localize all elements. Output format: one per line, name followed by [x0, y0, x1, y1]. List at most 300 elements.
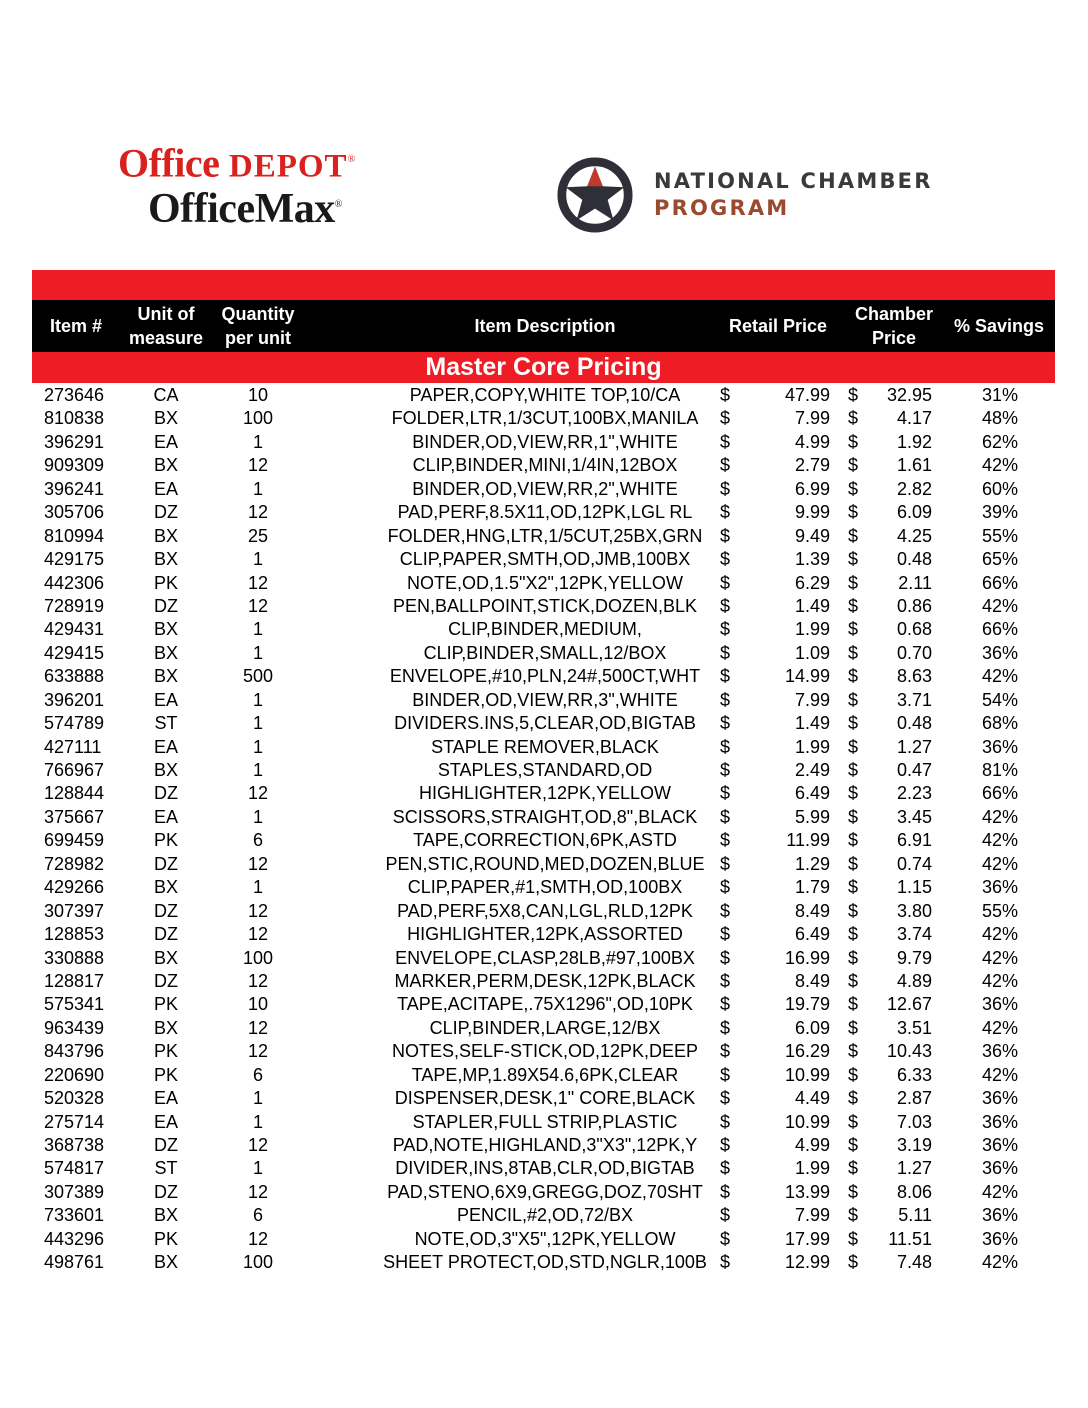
item-description: PAD,PERF,8.5X11,OD,12PK,LGL RL — [397, 502, 693, 523]
chamber-price: 6.33 — [896, 1064, 932, 1085]
item-number: 909309 — [44, 455, 105, 476]
unit-of-measure: BX — [153, 666, 178, 687]
percent-savings: 42% — [981, 1017, 1018, 1038]
retail-currency: $ — [720, 619, 731, 640]
chamber-currency: $ — [848, 924, 859, 945]
retail-currency: $ — [720, 1041, 731, 1062]
item-number: 128844 — [44, 783, 105, 804]
chamber-price: 32.95 — [886, 385, 932, 405]
quantity-per-unit: 12 — [247, 783, 269, 804]
percent-savings: 36% — [981, 1041, 1018, 1062]
retail-currency: $ — [720, 806, 731, 827]
chamber-price: 3.45 — [896, 806, 932, 827]
chamber-subtitle: PROGRAM — [654, 196, 790, 220]
retail-price: 6.99 — [794, 478, 830, 499]
quantity-per-unit: 25 — [247, 525, 269, 546]
chamber-currency: $ — [848, 502, 859, 523]
chamber-currency: $ — [848, 455, 859, 476]
item-description: SHEET PROTECT,OD,STD,NGLR,100B — [383, 1252, 707, 1273]
unit-of-measure: BX — [153, 408, 178, 429]
quantity-per-unit: 1 — [252, 806, 263, 827]
percent-savings: 36% — [981, 736, 1018, 757]
retail-price: 4.99 — [794, 1135, 830, 1155]
chamber-currency: $ — [848, 1017, 859, 1038]
retail-currency: $ — [720, 1228, 731, 1249]
item-description: HIGHLIGHTER,12PK,ASSORTED — [407, 924, 683, 945]
unit-of-measure: DZ — [154, 970, 178, 991]
item-description: STAPLER,FULL STRIP,PLASTIC — [412, 1111, 678, 1132]
retail-price: 4.99 — [794, 431, 830, 452]
item-description: NOTE,OD,1.5"X2",12PK,YELLOW — [407, 572, 683, 593]
table-row — [32, 478, 1055, 501]
table-row — [32, 970, 1055, 993]
chamber-currency: $ — [848, 713, 859, 734]
unit-of-measure: EA — [153, 478, 178, 499]
item-description: TAPE,MP,1.89X54.6,6PK,CLEAR — [411, 1064, 679, 1085]
unit-of-measure: PK — [153, 994, 178, 1015]
percent-savings: 36% — [981, 1228, 1018, 1249]
unit-of-measure: BX — [153, 1205, 178, 1226]
chamber-price: 3.71 — [896, 689, 932, 710]
chamber-currency: $ — [848, 478, 859, 499]
chamber-currency: $ — [848, 947, 859, 968]
item-number: 810838 — [44, 408, 105, 429]
percent-savings: 66% — [981, 572, 1018, 593]
item-description: PEN,BALLPOINT,STICK,DOZEN,BLK — [392, 595, 698, 616]
item-description: CLIP,BINDER,LARGE,12/BX — [429, 1017, 661, 1038]
chamber-price: 7.03 — [896, 1111, 932, 1132]
retail-price: 7.99 — [794, 408, 830, 429]
chamber-price: 11.51 — [888, 1228, 932, 1249]
retail-price: 6.49 — [794, 924, 830, 945]
item-description: NOTE,OD,3"X5",12PK,YELLOW — [414, 1228, 676, 1249]
quantity-per-unit: 12 — [247, 924, 269, 945]
chamber-currency: $ — [848, 595, 859, 616]
item-number: 443296 — [44, 1228, 105, 1249]
retail-price: 8.49 — [794, 970, 830, 991]
item-description: BINDER,OD,VIEW,RR,1",WHITE — [412, 431, 678, 452]
chamber-price: 6.09 — [896, 502, 932, 523]
percent-savings: 31% — [981, 385, 1018, 405]
chamber-price: 2.23 — [896, 783, 932, 804]
retail-currency: $ — [720, 408, 731, 429]
chamber-currency: $ — [848, 572, 859, 593]
chamber-price: 2.87 — [896, 1088, 932, 1109]
item-description: BINDER,OD,VIEW,RR,3",WHITE — [412, 689, 678, 710]
quantity-per-unit: 12 — [247, 1228, 269, 1249]
retail-price: 1.79 — [794, 877, 830, 898]
retail-price: 2.49 — [794, 760, 830, 780]
percent-savings: 42% — [981, 1181, 1018, 1202]
quantity-per-unit: 12 — [247, 1017, 269, 1038]
chamber-currency: $ — [848, 877, 859, 898]
retail-currency: $ — [720, 1088, 731, 1109]
table-row — [32, 1251, 1055, 1274]
retail-price: 16.29 — [784, 1041, 830, 1062]
retail-currency: $ — [720, 1135, 731, 1155]
unit-of-measure: PK — [153, 1064, 178, 1085]
unit-of-measure: DZ — [154, 900, 178, 921]
chamber-price: 3.19 — [896, 1135, 932, 1155]
table-row — [32, 407, 1055, 430]
table-row — [32, 1134, 1055, 1157]
unit-of-measure: DZ — [154, 595, 178, 616]
table-row — [32, 759, 1055, 782]
top-red-band — [32, 270, 1055, 300]
retail-price: 11.99 — [786, 830, 830, 851]
unit-of-measure: EA — [153, 1088, 178, 1109]
percent-savings: 42% — [981, 830, 1018, 851]
chamber-price: 8.63 — [896, 666, 932, 687]
retail-price: 14.99 — [784, 666, 830, 687]
item-number: 128853 — [44, 924, 105, 945]
item-description: MARKER,PERM,DESK,12PK,BLACK — [394, 970, 696, 991]
table-row — [32, 1204, 1055, 1227]
chamber-currency: $ — [848, 666, 859, 687]
percent-savings: 36% — [981, 1135, 1018, 1155]
table-row — [32, 572, 1055, 595]
item-description: CLIP,PAPER,SMTH,OD,JMB,100BX — [399, 549, 691, 570]
item-number: 375667 — [44, 806, 105, 827]
item-description: PAD,NOTE,HIGHLAND,3"X3",12PK,Y — [392, 1135, 698, 1155]
chamber-price: 9.79 — [896, 947, 932, 968]
retail-price: 9.49 — [794, 525, 830, 546]
table-row — [32, 947, 1055, 970]
retail-currency: $ — [720, 900, 731, 921]
chamber-price: 0.86 — [896, 595, 932, 616]
chamber-price: 0.74 — [896, 853, 932, 874]
table-row — [32, 595, 1055, 618]
retail-price: 1.99 — [794, 1158, 830, 1179]
item-description: CLIP,BINDER,MINI,1/4IN,12BOX — [412, 455, 678, 476]
chamber-price: 6.91 — [896, 830, 932, 851]
percent-savings: 36% — [981, 1111, 1018, 1132]
unit-of-measure: BX — [153, 525, 178, 546]
chamber-price: 0.47 — [896, 760, 932, 780]
quantity-per-unit: 1 — [252, 1088, 263, 1109]
chamber-currency: $ — [848, 1088, 859, 1109]
item-number: 429415 — [44, 642, 105, 663]
item-number: 396291 — [44, 431, 105, 452]
chamber-currency: $ — [848, 994, 859, 1015]
table-row — [32, 548, 1055, 571]
retail-currency: $ — [720, 783, 731, 804]
table-row — [32, 689, 1055, 712]
item-description: ENVELOPE,CLASP,28LB,#97,100BX — [395, 947, 695, 968]
table-row — [32, 642, 1055, 665]
quantity-per-unit: 12 — [247, 970, 269, 991]
item-description: BINDER,OD,VIEW,RR,2",WHITE — [412, 478, 678, 499]
table-row — [32, 1111, 1055, 1134]
quantity-per-unit: 1 — [252, 689, 263, 710]
retail-price: 7.99 — [794, 689, 830, 710]
chamber-price: 3.80 — [896, 900, 932, 921]
chamber-price: 1.61 — [896, 455, 932, 476]
retail-currency: $ — [720, 1205, 731, 1226]
chamber-price: 3.74 — [896, 924, 932, 945]
item-number: 429266 — [44, 877, 105, 898]
table-row — [32, 384, 1055, 407]
item-description: PEN,STIC,ROUND,MED,DOZEN,BLUE — [385, 853, 705, 874]
chamber-price: 7.48 — [896, 1252, 932, 1273]
item-description: PAPER,COPY,WHITE TOP,10/CA — [409, 385, 681, 405]
quantity-per-unit: 12 — [247, 595, 269, 616]
chamber-currency: $ — [848, 736, 859, 757]
item-number: 498761 — [44, 1252, 105, 1273]
unit-of-measure: DZ — [154, 1181, 178, 1202]
retail-price: 4.49 — [794, 1088, 830, 1109]
percent-savings: 42% — [981, 806, 1018, 827]
header-description: Item Description — [474, 316, 616, 336]
retail-currency: $ — [720, 431, 731, 452]
chamber-currency: $ — [848, 1135, 859, 1155]
quantity-per-unit: 1 — [252, 736, 263, 757]
quantity-per-unit: 1 — [252, 619, 263, 640]
item-description: SCISSORS,STRAIGHT,OD,8",BLACK — [392, 806, 698, 827]
retail-currency: $ — [720, 1064, 731, 1085]
chamber-currency: $ — [848, 900, 859, 921]
table-row — [32, 1181, 1055, 1204]
chamber-currency: $ — [848, 385, 859, 405]
table-row — [32, 712, 1055, 735]
table-row — [32, 900, 1055, 923]
item-description: TAPE,ACITAPE,.75X1296",OD,10PK — [397, 994, 693, 1015]
retail-price: 47.99 — [784, 385, 830, 405]
unit-of-measure: ST — [154, 1158, 178, 1179]
pricing-table-body — [32, 384, 1055, 1275]
item-number: 442306 — [44, 572, 105, 593]
header-chamber: Chamber Price — [854, 304, 934, 348]
retail-currency: $ — [720, 455, 731, 476]
retail-currency: $ — [720, 1158, 731, 1179]
chamber-price: 1.27 — [896, 736, 932, 757]
percent-savings: 42% — [981, 455, 1018, 476]
unit-of-measure: EA — [153, 736, 178, 757]
retail-currency: $ — [720, 385, 731, 405]
unit-of-measure: BX — [153, 1252, 178, 1273]
table-row — [32, 993, 1055, 1016]
unit-of-measure: BX — [153, 877, 178, 898]
quantity-per-unit: 1 — [252, 1158, 263, 1179]
item-number: 843796 — [44, 1041, 105, 1062]
retail-currency: $ — [720, 525, 731, 546]
retail-currency: $ — [720, 595, 731, 616]
unit-of-measure: BX — [153, 760, 178, 780]
retail-price: 1.99 — [794, 619, 830, 640]
unit-of-measure: BX — [153, 1017, 178, 1038]
quantity-per-unit: 12 — [247, 900, 269, 921]
retail-currency: $ — [720, 736, 731, 757]
officemax-wordmark: OfficeMax® — [148, 186, 342, 233]
chamber-price: 0.70 — [896, 642, 932, 663]
quantity-per-unit: 10 — [247, 994, 269, 1015]
unit-of-measure: EA — [153, 431, 178, 452]
item-number: 273646 — [44, 385, 105, 405]
percent-savings: 60% — [981, 478, 1018, 499]
retail-price: 10.99 — [784, 1111, 830, 1132]
unit-of-measure: DZ — [154, 1135, 178, 1155]
quantity-per-unit: 1 — [252, 549, 263, 570]
quantity-per-unit: 1 — [252, 431, 263, 452]
unit-of-measure: PK — [153, 572, 178, 593]
quantity-per-unit: 12 — [247, 1041, 269, 1062]
table-row — [32, 1228, 1055, 1251]
retail-currency: $ — [720, 502, 731, 523]
percent-savings: 55% — [981, 525, 1018, 546]
quantity-per-unit: 12 — [247, 853, 269, 874]
quantity-per-unit: 1 — [252, 478, 263, 499]
table-row — [32, 876, 1055, 899]
header-uom: Unit of measure — [128, 304, 204, 348]
percent-savings: 81% — [981, 760, 1018, 780]
retail-price: 8.49 — [794, 900, 830, 921]
chamber-currency: $ — [848, 431, 859, 452]
retail-price: 17.99 — [784, 1228, 830, 1249]
quantity-per-unit: 6 — [252, 830, 263, 851]
retail-price: 16.99 — [784, 947, 830, 968]
chamber-price: 1.27 — [896, 1158, 932, 1179]
quantity-per-unit: 6 — [252, 1064, 263, 1085]
unit-of-measure: DZ — [154, 783, 178, 804]
percent-savings: 48% — [981, 408, 1018, 429]
chamber-price: 4.89 — [896, 970, 932, 991]
quantity-per-unit: 100 — [242, 947, 274, 968]
quantity-per-unit: 1 — [252, 713, 263, 734]
chamber-price: 5.11 — [898, 1205, 932, 1226]
percent-savings: 65% — [981, 549, 1018, 570]
quantity-per-unit: 10 — [247, 385, 269, 405]
retail-currency: $ — [720, 478, 731, 499]
retail-currency: $ — [720, 853, 731, 874]
item-number: 427111 — [44, 736, 102, 757]
item-number: 963439 — [44, 1017, 105, 1038]
retail-currency: $ — [720, 572, 731, 593]
retail-currency: $ — [720, 760, 731, 780]
chamber-price: 0.48 — [896, 549, 932, 570]
retail-currency: $ — [720, 970, 731, 991]
quantity-per-unit: 500 — [242, 666, 274, 687]
chamber-currency: $ — [848, 1228, 859, 1249]
table-row — [32, 454, 1055, 477]
retail-currency: $ — [720, 877, 731, 898]
percent-savings: 42% — [981, 595, 1018, 616]
retail-price: 2.79 — [794, 455, 830, 476]
retail-currency: $ — [720, 1181, 731, 1202]
item-number: 128817 — [44, 970, 105, 991]
item-number: 574789 — [44, 713, 105, 734]
quantity-per-unit: 1 — [252, 877, 263, 898]
item-description: DIVIDER,INS,8TAB,CLR,OD,BIGTAB — [395, 1158, 695, 1179]
retail-currency: $ — [720, 1017, 731, 1038]
header-retail: Retail Price — [728, 316, 828, 336]
retail-price: 6.49 — [794, 783, 830, 804]
percent-savings: 66% — [981, 619, 1018, 640]
unit-of-measure: DZ — [154, 502, 178, 523]
table-row — [32, 1064, 1055, 1087]
quantity-per-unit: 12 — [247, 1181, 269, 1202]
percent-savings: 42% — [981, 853, 1018, 874]
quantity-per-unit: 12 — [247, 1135, 269, 1155]
table-row — [32, 806, 1055, 829]
unit-of-measure: PK — [153, 1228, 178, 1249]
chamber-price: 0.48 — [896, 713, 932, 734]
table-row — [32, 923, 1055, 946]
item-number: 699459 — [44, 830, 105, 851]
header-qty: Quantity per unit — [221, 304, 295, 348]
item-number: 307389 — [44, 1181, 105, 1202]
percent-savings: 36% — [981, 642, 1018, 663]
table-row — [32, 736, 1055, 759]
item-number: 575341 — [44, 994, 105, 1015]
unit-of-measure: PK — [153, 1041, 178, 1062]
unit-of-measure: EA — [153, 806, 178, 827]
chamber-currency: $ — [848, 760, 859, 780]
quantity-per-unit: 6 — [252, 1205, 263, 1226]
retail-price: 7.99 — [794, 1205, 830, 1226]
item-description: CLIP,BINDER,SMALL,12/BOX — [423, 642, 667, 663]
chamber-currency: $ — [848, 806, 859, 827]
unit-of-measure: EA — [153, 1111, 178, 1132]
item-description: NOTES,SELF-STICK,OD,12PK,DEEP — [391, 1041, 699, 1062]
retail-price: 12.99 — [784, 1252, 830, 1273]
retail-currency: $ — [720, 947, 731, 968]
chamber-currency: $ — [848, 642, 859, 663]
retail-price: 1.49 — [794, 595, 830, 616]
unit-of-measure: BX — [153, 455, 178, 476]
table-row — [32, 618, 1055, 641]
national-chamber-program-logo — [556, 156, 946, 236]
chamber-currency: $ — [848, 619, 859, 640]
item-number: 396201 — [44, 689, 105, 710]
chamber-currency: $ — [848, 1111, 859, 1132]
percent-savings: 39% — [981, 502, 1018, 523]
retail-price: 6.09 — [794, 1017, 830, 1038]
item-number: 396241 — [44, 478, 105, 499]
percent-savings: 66% — [981, 783, 1018, 804]
percent-savings: 36% — [981, 1088, 1018, 1109]
chamber-currency: $ — [848, 783, 859, 804]
chamber-currency: $ — [848, 689, 859, 710]
percent-savings: 42% — [981, 947, 1018, 968]
header-savings: % Savings — [953, 316, 1045, 336]
chamber-currency: $ — [848, 970, 859, 991]
table-row — [32, 829, 1055, 852]
item-number: 733601 — [44, 1205, 105, 1226]
retail-currency: $ — [720, 689, 731, 710]
quantity-per-unit: 100 — [242, 1252, 274, 1273]
item-description: FOLDER,HNG,LTR,1/5CUT,25BX,GRN — [387, 525, 703, 546]
item-number: 330888 — [44, 947, 105, 968]
item-description: DIVIDERS.INS,5,CLEAR,OD,BIGTAB — [394, 713, 696, 734]
item-description: HIGHLIGHTER,12PK,YELLOW — [418, 783, 672, 804]
unit-of-measure: DZ — [154, 924, 178, 945]
unit-of-measure: BX — [153, 549, 178, 570]
chamber-price: 0.68 — [896, 619, 932, 640]
chamber-price: 2.11 — [898, 572, 932, 593]
office-depot-wordmark: Office DEPOT® — [118, 140, 355, 186]
section-title: Master Core Pricing — [32, 352, 1055, 383]
item-description: PENCIL,#2,OD,72/BX — [456, 1205, 634, 1226]
retail-currency: $ — [720, 642, 731, 663]
percent-savings: 42% — [981, 666, 1018, 687]
retail-price: 13.99 — [784, 1181, 830, 1202]
chamber-currency: $ — [848, 1064, 859, 1085]
unit-of-measure: CA — [153, 385, 179, 405]
retail-price: 9.99 — [794, 502, 830, 523]
percent-savings: 42% — [981, 1252, 1018, 1273]
chamber-currency: $ — [848, 549, 859, 570]
item-description: CLIP,PAPER,#1,SMTH,OD,100BX — [407, 877, 683, 898]
